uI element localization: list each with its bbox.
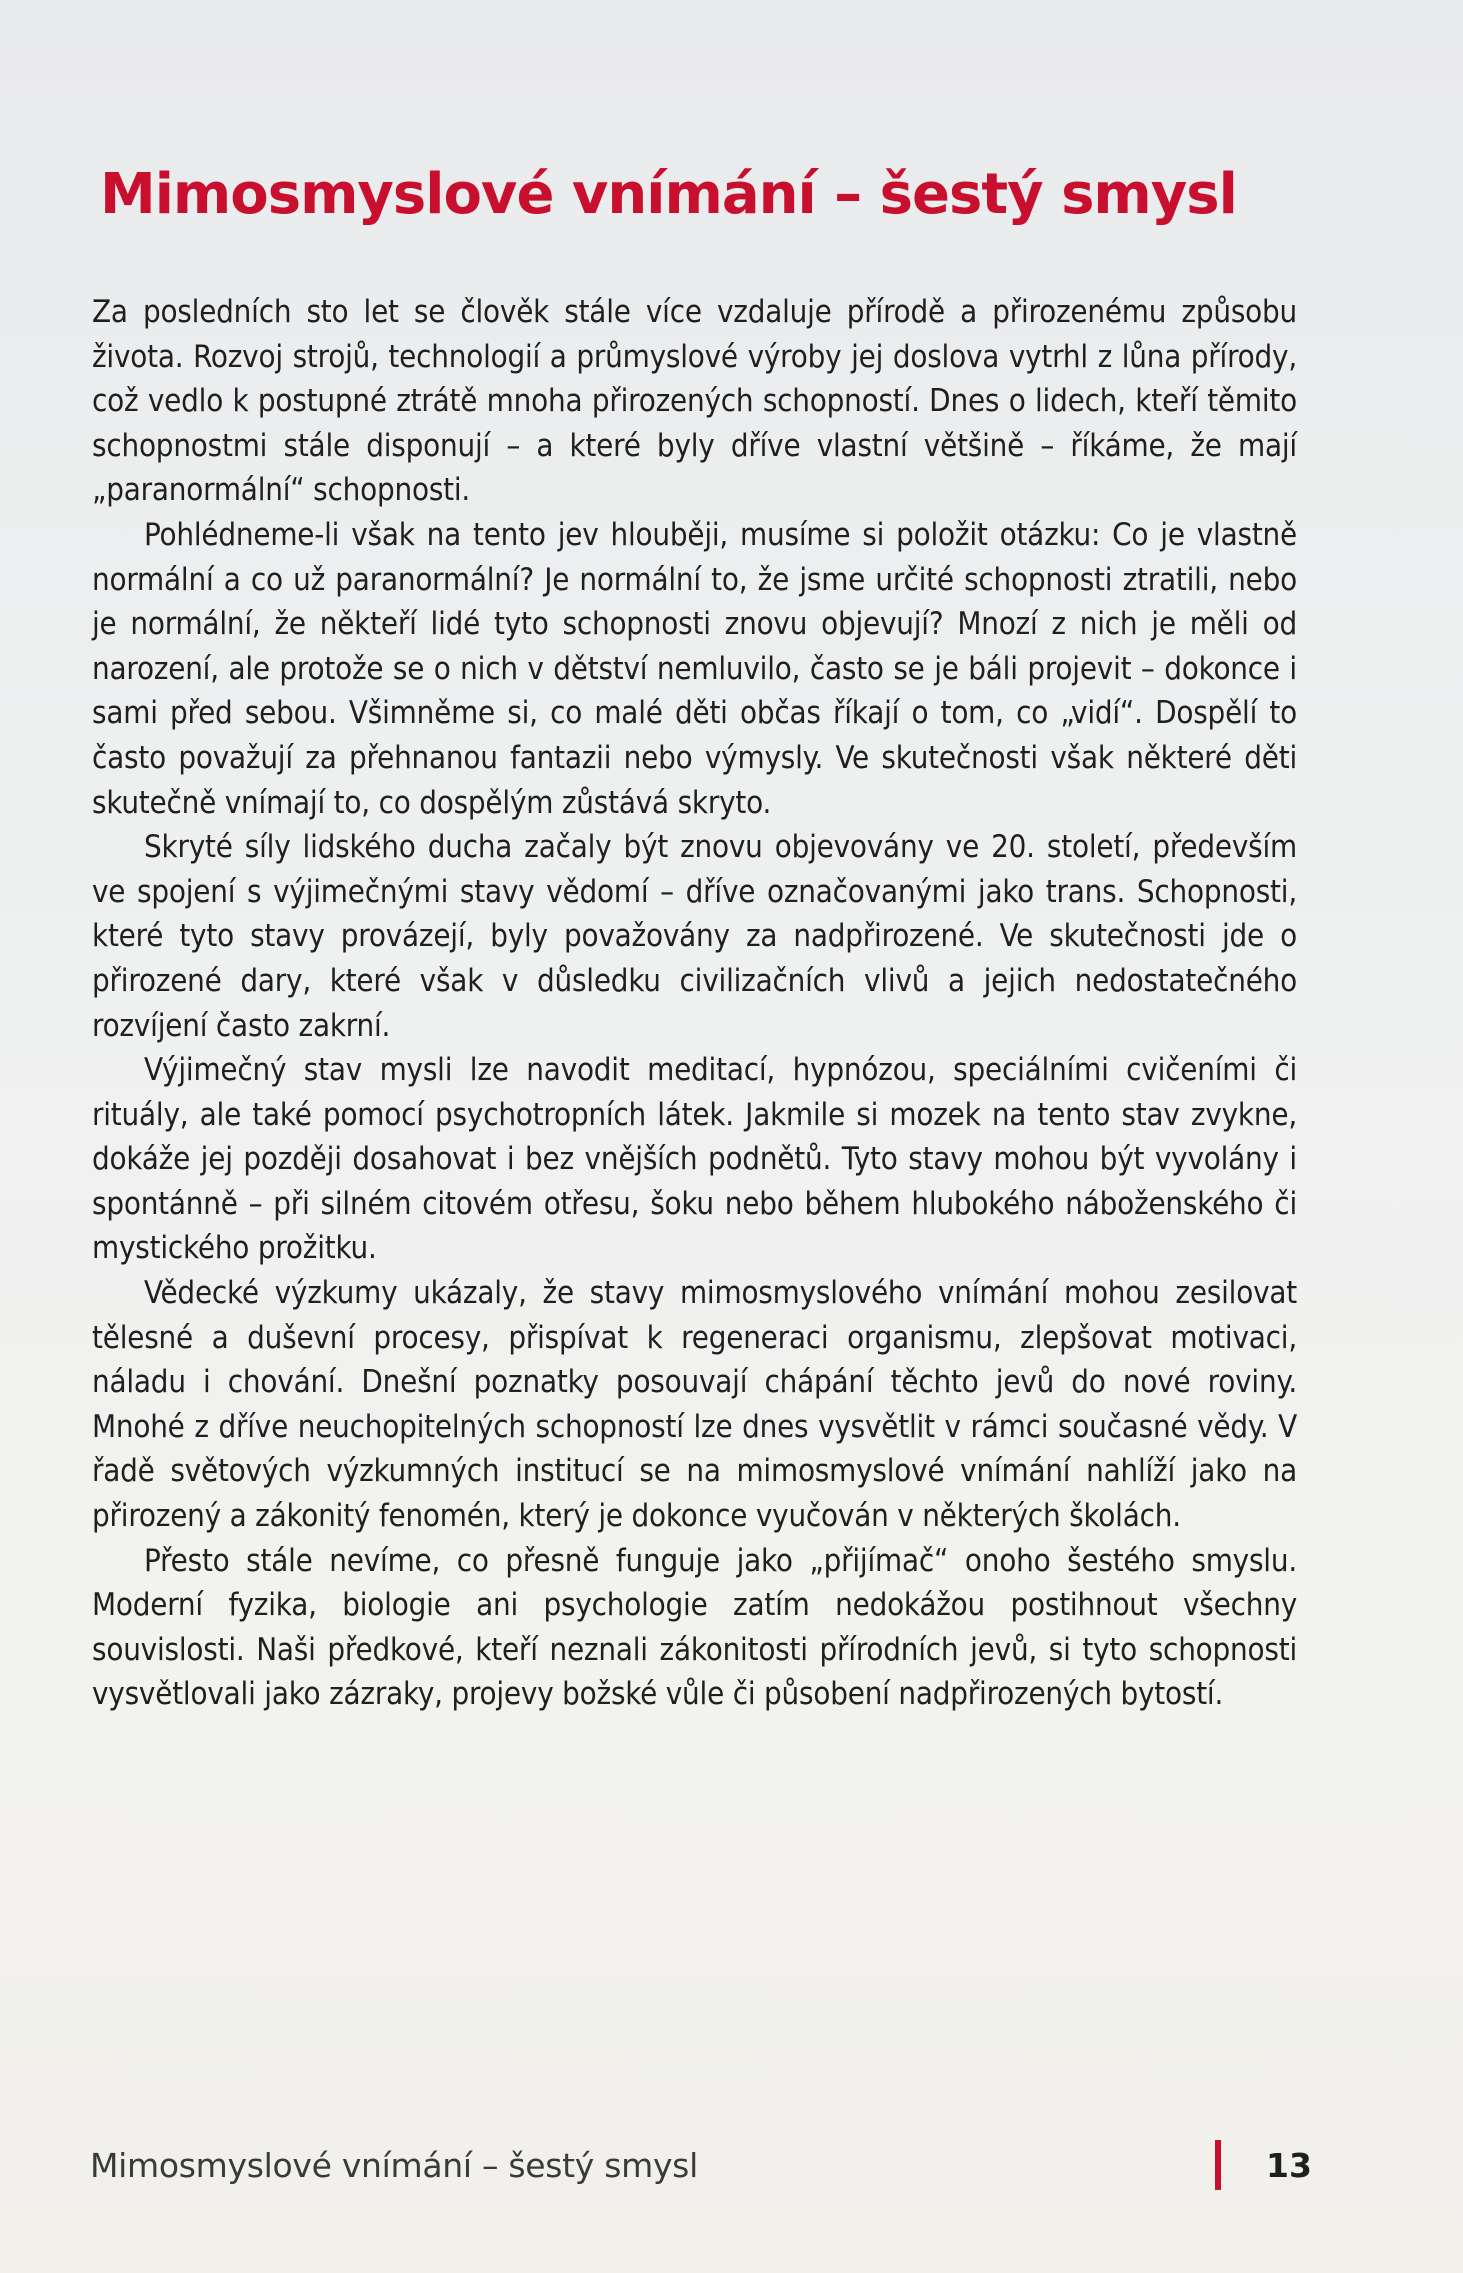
paragraph-1: Za posledních sto let se člověk stále více vzdaluje přírodě a přirozenému způsobu života. Rozvoj strojů, technologií a průmyslové výroby jej doslova vytrhl z lůna přírody, což vedlo k postupné ztrátě mnoha přirozených schopností. Dnes o lidech, kteří těmito schopnostmi stále disponují – a které byly dříve vlastní většině – říkáme, že mají „paranormální“ schopnosti. (92, 294, 1297, 509)
paragraph-6: Přesto stále nevíme, co přesně funguje jako „přijímač“ onoho šestého smyslu. Moderní fyzika, biologie ani psychologie zatím nedokážou postihnout všechny souvislosti. Naši předkové, kteří neznali zákonitosti přírodních jevů, si tyto schopnosti vysvětlovali jako zázraky, projevy božské vůle či působení nadpřirozených bytostí. (92, 1542, 1297, 1713)
page-number: 13 (1266, 2146, 1312, 2185)
running-footer-title: Mimosmyslové vnímání – šestý smysl (90, 2146, 698, 2185)
body-text (92, 290, 1297, 1717)
chapter-title: Mimosmyslové vnímání – šestý smysl (100, 162, 1237, 227)
footer-divider-bar (1215, 2140, 1221, 2190)
paragraph-3: Skryté síly lidského ducha začaly být znovu objevovány ve 20. století, především ve spojení s výjimečnými stavy vědomí – dříve označovanými jako trans. Schopnosti, které tyto stavy provázejí, byly považovány za nadpřirozené. Ve skutečnosti jde o přirozené dary, které však v důsledku civilizačních vlivů a jejich nedostatečného rozvíjení často zakrní. (92, 829, 1297, 1044)
paragraph-2: Pohlédneme-li však na tento jev hlouběji, musíme si položit otázku: Co je vlastně normální a co už paranormální? Je normální to, že jsme určité schopnosti ztratili, nebo je normální, že někteří lidé tyto schopnosti znovu objevují? Mnozí z nich je měli od narození, ale protože se o nich v dětství nemluvilo, často se je báli projevit – dokonce i sami před sebou. Všimněme si, co malé děti občas říkají o tom, co „vidí“. Dospělí to často považují za přehnanou fantazii nebo výmysly. Ve skutečnosti však některé děti skutečně vnímají to, co dospělým zůstává skryto. (92, 516, 1297, 821)
paragraph-4: Výjimečný stav mysli lze navodit meditací, hypnózou, speciálními cvičeními či rituály, ale také pomocí psychotropních látek. Jakmile si mozek na tento stav zvykne, dokáže jej později dosahovat i bez vnějších podnětů. Tyto stavy mohou být vyvolány i spontánně – při silném citovém otřesu, šoku nebo během hlubokého náboženského či mystického prožitku. (92, 1052, 1297, 1267)
paragraph-5: Vědecké výzkumy ukázaly, že stavy mimosmyslového vnímání mohou zesilovat tělesné a duševní procesy, přispívat k regeneraci organismu, zlepšovat motivaci, náladu i chování. Dnešní poznatky posouvají chápání těchto jevů do nové roviny. Mnohé z dříve neuchopitelných schopností lze dnes vysvětlit v rámci současné vědy. V řadě světových výzkumných institucí se na mimosmyslové vnímání nahlíží jako na přirozený a zákonitý fenomén, který je dokonce vyučován v některých školách. (92, 1275, 1297, 1535)
